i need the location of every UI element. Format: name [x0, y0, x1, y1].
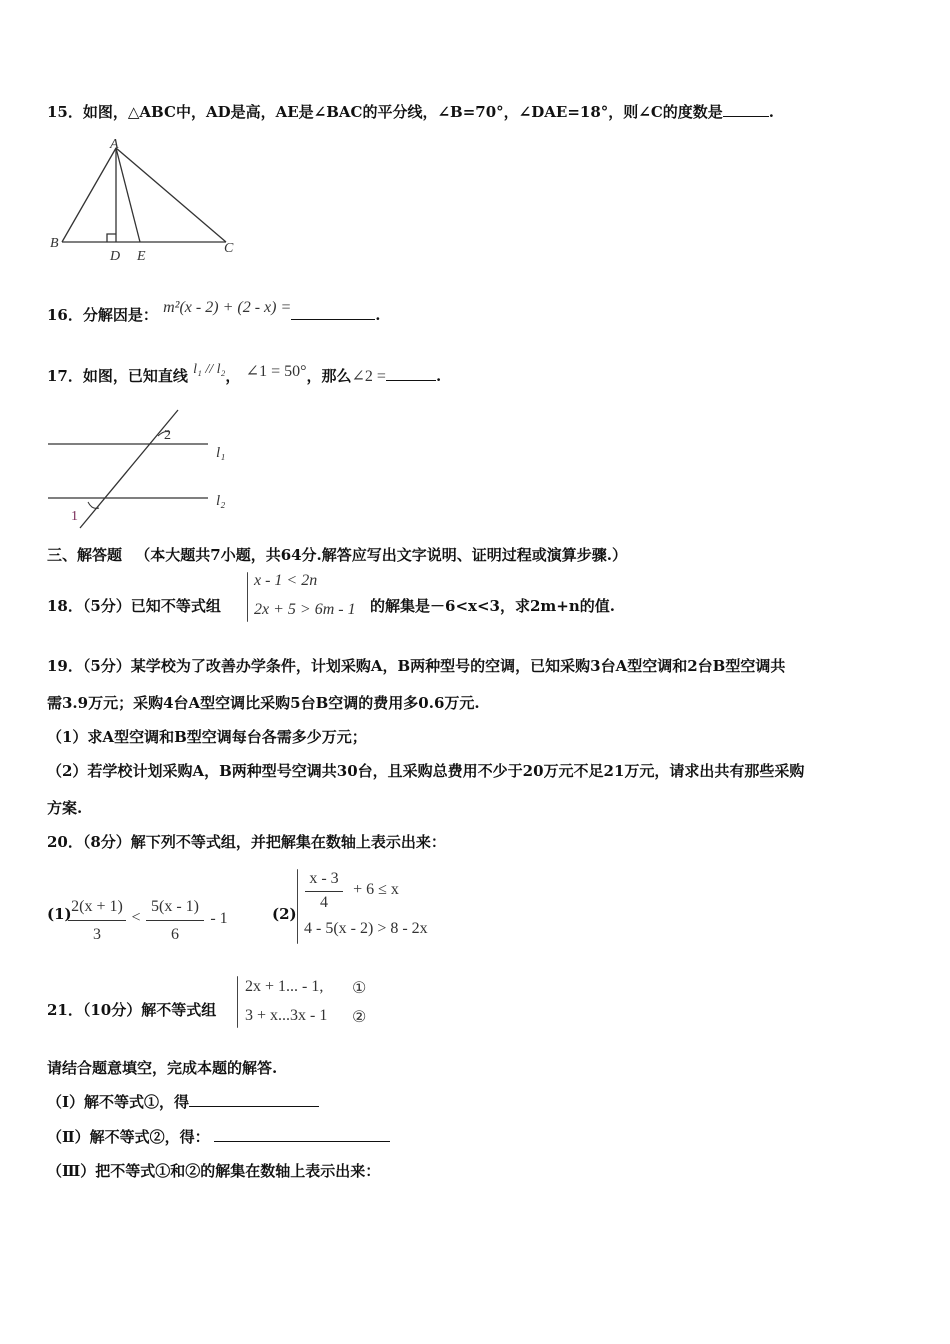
- q20-p2-brace: [297, 869, 298, 944]
- q18-score: （5分）已知不等式组: [82, 597, 221, 615]
- q18-brace: [247, 572, 248, 622]
- q16-end: .: [375, 306, 381, 324]
- q15-answer-blank[interactable]: [723, 102, 769, 117]
- q20-number: 20．: [47, 833, 83, 851]
- q15-text: 如图，△ABC中，AD是高，AE是∠BAC的平分线，∠B=70°，∠DAE=18°，则∠C的度数是: [82, 103, 723, 121]
- q21-step2-line: [47, 1127, 390, 1147]
- q21-ineq2: 3 + x...3x - 1: [245, 1007, 328, 1024]
- q21-ineq1: 2x + 1... - 1,: [245, 978, 324, 995]
- q17-parallel-lines-figure: [44, 404, 244, 532]
- q20-p1-operator: <: [131, 909, 141, 926]
- q21-step3: （Ⅲ）把不等式①和②的解集在数轴上表示出来：: [47, 1162, 381, 1180]
- q17-angle2-expr: ∠2 =: [351, 368, 386, 385]
- q20-p1-numerator1: 2(x + 1): [71, 898, 123, 915]
- q20-p2-label: (2): [272, 905, 297, 923]
- q21-instruction: 请结合题意填空，完成本题的解答.: [47, 1059, 278, 1077]
- q21-step2: （Ⅱ）解不等式②，得：: [47, 1128, 210, 1146]
- q21-step2-blank[interactable]: [214, 1127, 390, 1142]
- angle1-label: 1: [71, 509, 78, 524]
- section3-heading: [47, 545, 627, 565]
- angle2-label: 2: [164, 428, 171, 443]
- q15-end: .: [768, 103, 775, 121]
- q15-triangle-figure: [44, 134, 244, 266]
- q20-p1-denominator2: 6: [171, 926, 179, 943]
- q19-part2-line2: 方案.: [47, 799, 83, 817]
- q19-part2-line1: （2）若学校计划采购A，B两种型号空调共30台，且采购总费用不少于20万元不足21万元，请求出共有那些采购: [47, 762, 805, 780]
- q19-number: 19．: [47, 657, 83, 675]
- q17-answer-blank[interactable]: [386, 366, 436, 381]
- q16-answer-blank[interactable]: [291, 305, 375, 320]
- l1-label: l₁: [216, 445, 226, 461]
- q17-sep: ，: [225, 367, 241, 385]
- label-a: A: [110, 137, 119, 152]
- q20-text: （8分）解下列不等式组，并把解集在数轴上表示出来：: [82, 833, 446, 851]
- q19-text-line1: （5分）某学校为了改善办学条件，计划采购A，B两种型号的空调，已知采购3台A型空调和2台B型空调共: [82, 657, 786, 675]
- q20-p1-fracbar2: [146, 920, 204, 921]
- section3-title: 三、解答题: [47, 546, 123, 564]
- label-e: E: [137, 249, 146, 264]
- q16-line: [47, 299, 381, 326]
- q16-text: 分解因是：: [82, 306, 158, 324]
- q20-p1-fracbar1: [68, 920, 126, 921]
- q20-p2-tail: + 6 ≤ x: [353, 881, 399, 898]
- q20-p1-numerator2: 5(x - 1): [151, 898, 199, 915]
- q19-line1: [47, 656, 785, 676]
- q20-p1-denominator1: 3: [93, 926, 101, 943]
- q21-mark2: ②: [352, 1009, 367, 1026]
- q17-text: 如图，已知直线: [82, 367, 188, 385]
- q16-number: 16．: [47, 306, 83, 324]
- side-ac: [116, 148, 226, 242]
- q15-number: 15．: [47, 103, 83, 121]
- q20-p2-numerator: x - 3: [309, 870, 339, 887]
- q21-mark1: ①: [352, 980, 367, 997]
- q21-step1: （I）解不等式①，得: [47, 1093, 190, 1111]
- q21-line: [47, 1000, 216, 1020]
- side-ab: [62, 148, 116, 242]
- q16-expression: m²(x - 2) + (2 - x) =: [163, 299, 292, 316]
- q17-line: [47, 362, 442, 388]
- q17-text2: ，那么: [306, 367, 352, 385]
- label-c: C: [224, 241, 234, 256]
- q20-p1-label: (1): [47, 905, 72, 923]
- right-angle-mark: [107, 234, 116, 242]
- section3-note: （本大题共7小题，共64分.解答应写出文字说明、证明过程或演算步骤.）: [135, 546, 628, 564]
- q21-step1-line: [47, 1092, 319, 1112]
- l2-label: l₂: [216, 493, 226, 509]
- q17-parallel-expr: l₁ // l₂: [193, 362, 226, 377]
- q20-p2-denominator: 4: [320, 894, 328, 911]
- label-b: B: [50, 236, 59, 251]
- q18-number: 18．: [47, 597, 83, 615]
- q18-ineq2: 2x + 5 > 6m - 1: [254, 601, 356, 618]
- q17-end: .: [435, 367, 442, 385]
- q20-p2-line2: 4 - 5(x - 2) > 8 - 2x: [304, 920, 428, 937]
- q21-number: 21．: [47, 1001, 83, 1019]
- q17-number: 17．: [47, 367, 83, 385]
- q19-part1: （1）求A型空调和B型空调每台各需多少万元；: [47, 728, 367, 746]
- q15-line: [47, 102, 774, 122]
- q21-brace: [237, 976, 238, 1028]
- q21-text: （10分）解不等式组: [82, 1001, 217, 1019]
- q20-line: [47, 832, 446, 852]
- q18-text: 的解集是－6<x<3，求2m+n的值.: [370, 597, 615, 615]
- bisector-ae: [116, 148, 140, 242]
- q20-p1-tail: - 1: [210, 910, 228, 927]
- q18-line: [47, 596, 221, 616]
- q20-p2-fracbar: [305, 891, 343, 892]
- q17-angle1-expr: ∠1 = 50°: [245, 363, 307, 380]
- q19-line2: 需3.9万元；采购4台A型空调比采购5台B空调的费用多0.6万元.: [47, 694, 480, 712]
- q21-step1-blank[interactable]: [189, 1092, 319, 1107]
- label-d: D: [110, 249, 121, 264]
- q18-ineq1: x - 1 < 2n: [254, 572, 318, 589]
